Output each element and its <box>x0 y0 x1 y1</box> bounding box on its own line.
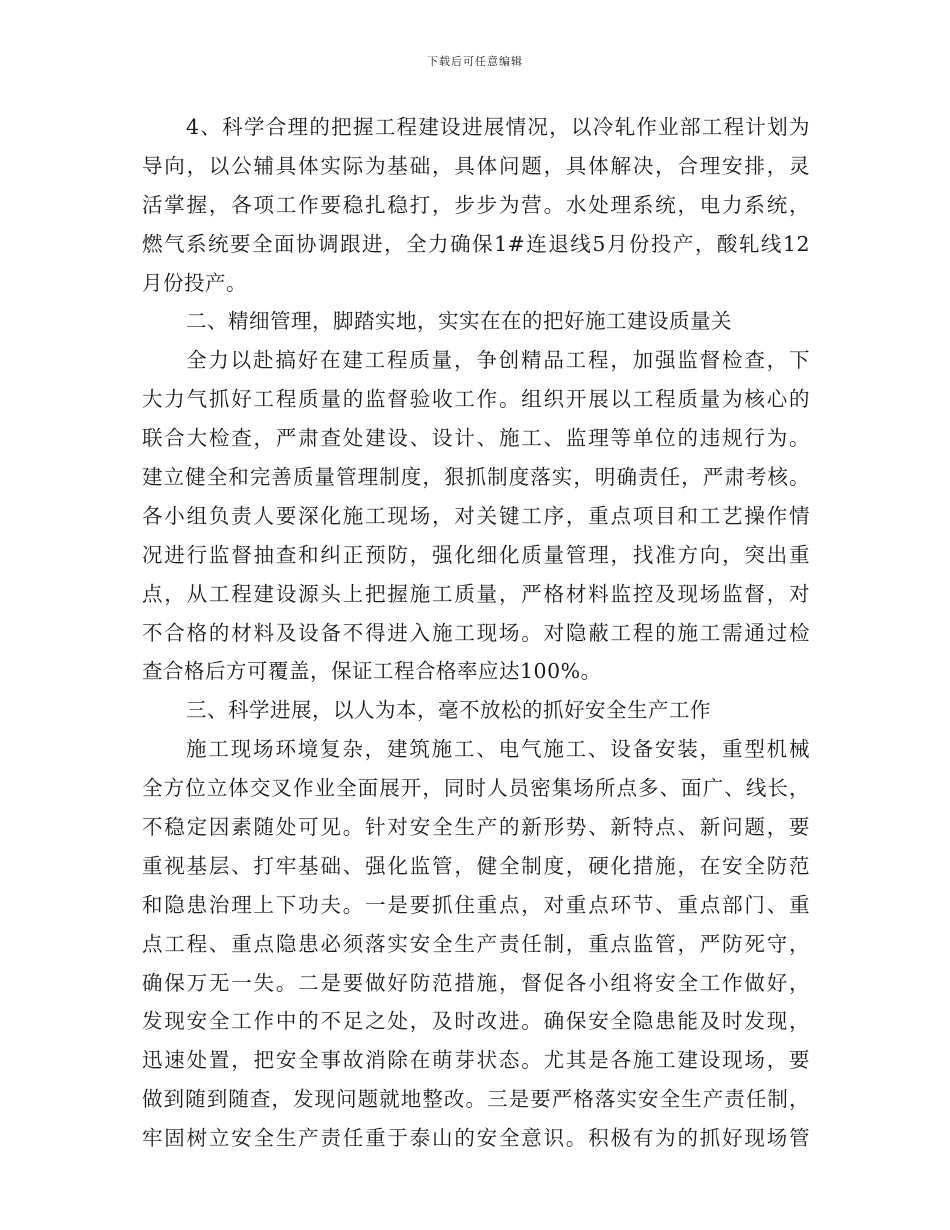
text-line: 查合格后方可覆盖，保证工程合格率应达100%。 <box>142 659 602 684</box>
text-line: 各小组负责人要深化施工现场，对关键工序，重点项目和工艺操作情 <box>142 503 810 528</box>
text-line: 况进行监督抽查和纠正预防，强化细化质量管理，找准方向，突出重 <box>142 542 810 567</box>
text-line: 燃气系统要全面协调跟进，全力确保1#连退线5月份投产，酸轧线12 <box>142 231 810 256</box>
section-heading-2: 二、精细管理，脚踏实地，实实在在的把好施工建设质量关 <box>186 309 732 334</box>
text-line: 发现安全工作中的不足之处，及时改进。确保安全隐患能及时发现， <box>142 1009 810 1034</box>
text-line: 月份投产。 <box>142 270 247 295</box>
text-line: 点工程、重点隐患必须落实安全生产责任制，重点监管，严防死守， <box>142 931 810 956</box>
text-line: 确保万无一失。二是要做好防范措施，督促各小组将安全工作做好， <box>142 970 810 995</box>
text-line: 4、科学合理的把握工程建设进展情况，以冷轧作业部工程计划为 <box>186 115 810 139</box>
text-line: 牢固树立安全生产责任重于泰山的安全意识。积极有为的抓好现场管 <box>142 1126 810 1151</box>
text-line: 不稳定因素随处可见。针对安全生产的新形势、新特点、新问题，要 <box>142 815 810 840</box>
text-line: 全力以赴搞好在建工程质量，争创精品工程，加强监督检查，下 <box>186 348 810 373</box>
text-line: 大力气抓好工程质量的监督验收工作。组织开展以工程质量为核心的 <box>142 387 810 412</box>
text-line: 建立健全和完善质量管理制度，狠抓制度落实，明确责任，严肃考核。 <box>142 465 810 490</box>
text-line: 和隐患治理上下功夫。一是要抓住重点，对重点环节、重点部门、重 <box>142 892 810 917</box>
text-line: 全方位立体交叉作业全面展开，同时人员密集场所点多、面广、线长， <box>142 776 810 801</box>
text-line: 活掌握，各项工作要稳扎稳打，步步为营。水处理系统，电力系统， <box>142 192 810 217</box>
text-line: 点，从工程建设源头上把握施工质量，严格材料监控及现场监督，对 <box>142 581 810 606</box>
text-line: 重视基层、打牢基础、强化监管，健全制度，硬化措施，在安全防范 <box>142 853 810 878</box>
text-line: 迅速处置，把安全事故消除在萌芽状态。尤其是各施工建设现场，要 <box>142 1048 810 1073</box>
document-body <box>142 108 810 1158</box>
text-line: 施工现场环境复杂，建筑施工、电气施工、设备安装，重型机械 <box>186 737 810 762</box>
text-line: 做到随到随查，发现问题就地整改。三是要严格落实安全生产责任制， <box>142 1087 810 1112</box>
section-heading-3: 三、科学进展，以人为本，毫不放松的抓好安全生产工作 <box>186 698 711 723</box>
text-line: 联合大检查，严肃查处建设、设计、施工、监理等单位的违规行为。 <box>142 426 810 451</box>
page-header-note: 下载后可任意编辑 <box>427 55 523 68</box>
text-line: 导向，以公辅具体实际为基础，具体问题，具体解决，合理安排，灵 <box>142 153 810 178</box>
text-line: 不合格的材料及设备不得进入施工现场。对隐蔽工程的施工需通过检 <box>142 620 810 645</box>
